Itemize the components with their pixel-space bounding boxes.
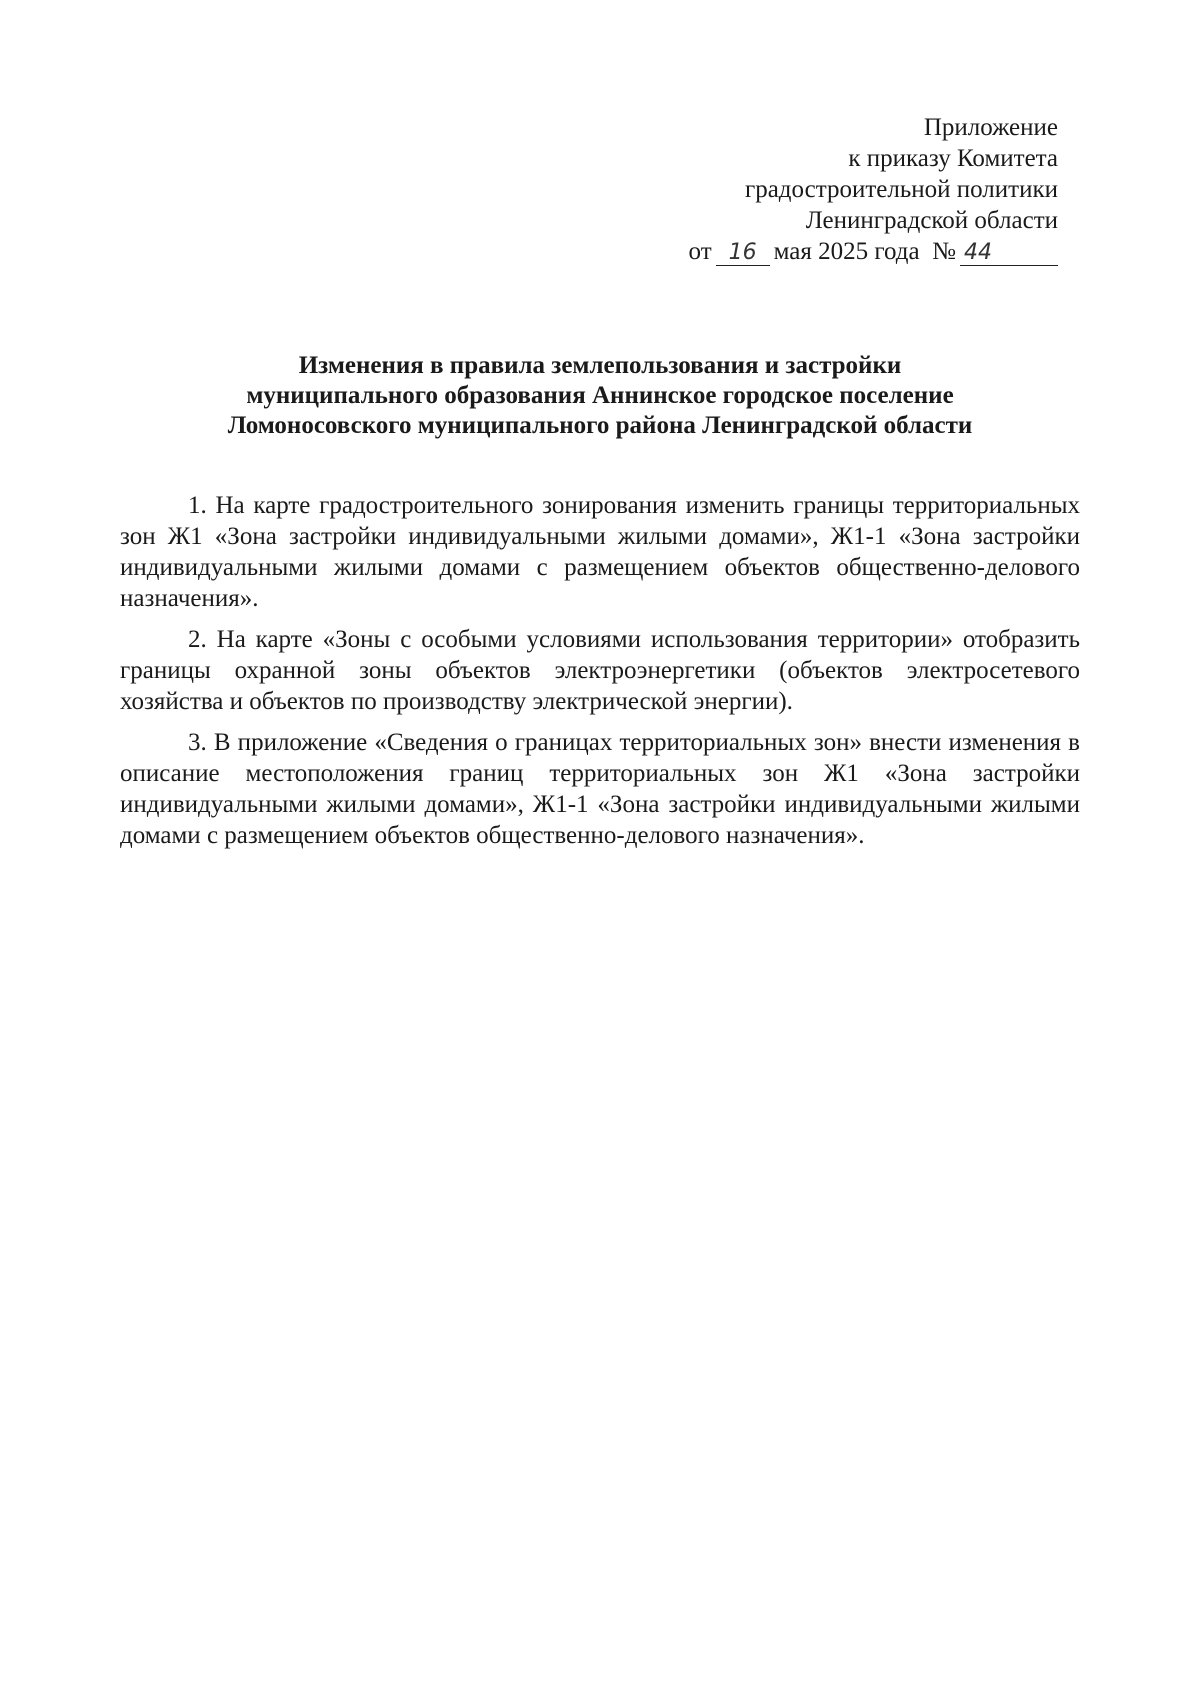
handwritten-number: 44 <box>960 241 1058 266</box>
list-item-3: 3. В приложение «Сведения о границах территориальных зон» внести изменения в описание местоположения границ территориальных зон Ж1 «Зона застройки индивидуальными жилыми домами», Ж1-1 «Зона застройки индивидуальными жилыми домами с размещением объектов общественно-делового назначения». <box>120 729 1080 849</box>
appendix-block <box>689 112 1058 267</box>
appendix-line-2: к приказу Комитета <box>848 145 1058 172</box>
title-line-1: Изменения в правила землепользования и застройки <box>298 352 902 379</box>
date-month-year: мая 2025 года <box>773 238 920 265</box>
appendix-line-1: Приложение <box>923 114 1058 141</box>
title-line-2: муниципального образования Аннинское городское поселение <box>246 382 954 409</box>
appendix-line-4: Ленинградской области <box>805 207 1058 234</box>
appendix-date-line <box>689 236 1058 267</box>
document-title <box>120 351 1080 441</box>
date-prefix: от <box>688 238 712 265</box>
list-item-1: 1. На карте градостроительного зонирования изменить границы территориальных зон Ж1 «Зона застройки индивидуальными жилыми домами», Ж1-1 «Зона застройки индивидуальными жилыми домами с размещением объектов общественно-делового назначения». <box>120 492 1080 612</box>
handwritten-day: 16 <box>716 241 770 266</box>
document-body <box>120 490 1080 861</box>
list-item-2: 2. На карте «Зоны с особыми условиями использования территории» отобразить границы охранной зоны объектов электроэнергетики (объектов электросетевого хозяйства и объектов по производству электрической энергии). <box>120 626 1080 715</box>
title-line-3: Ломоносовского муниципального района Ленинградской области <box>227 412 973 439</box>
appendix-line-3: градостроительной политики <box>744 176 1058 203</box>
number-sign: № <box>932 238 956 265</box>
